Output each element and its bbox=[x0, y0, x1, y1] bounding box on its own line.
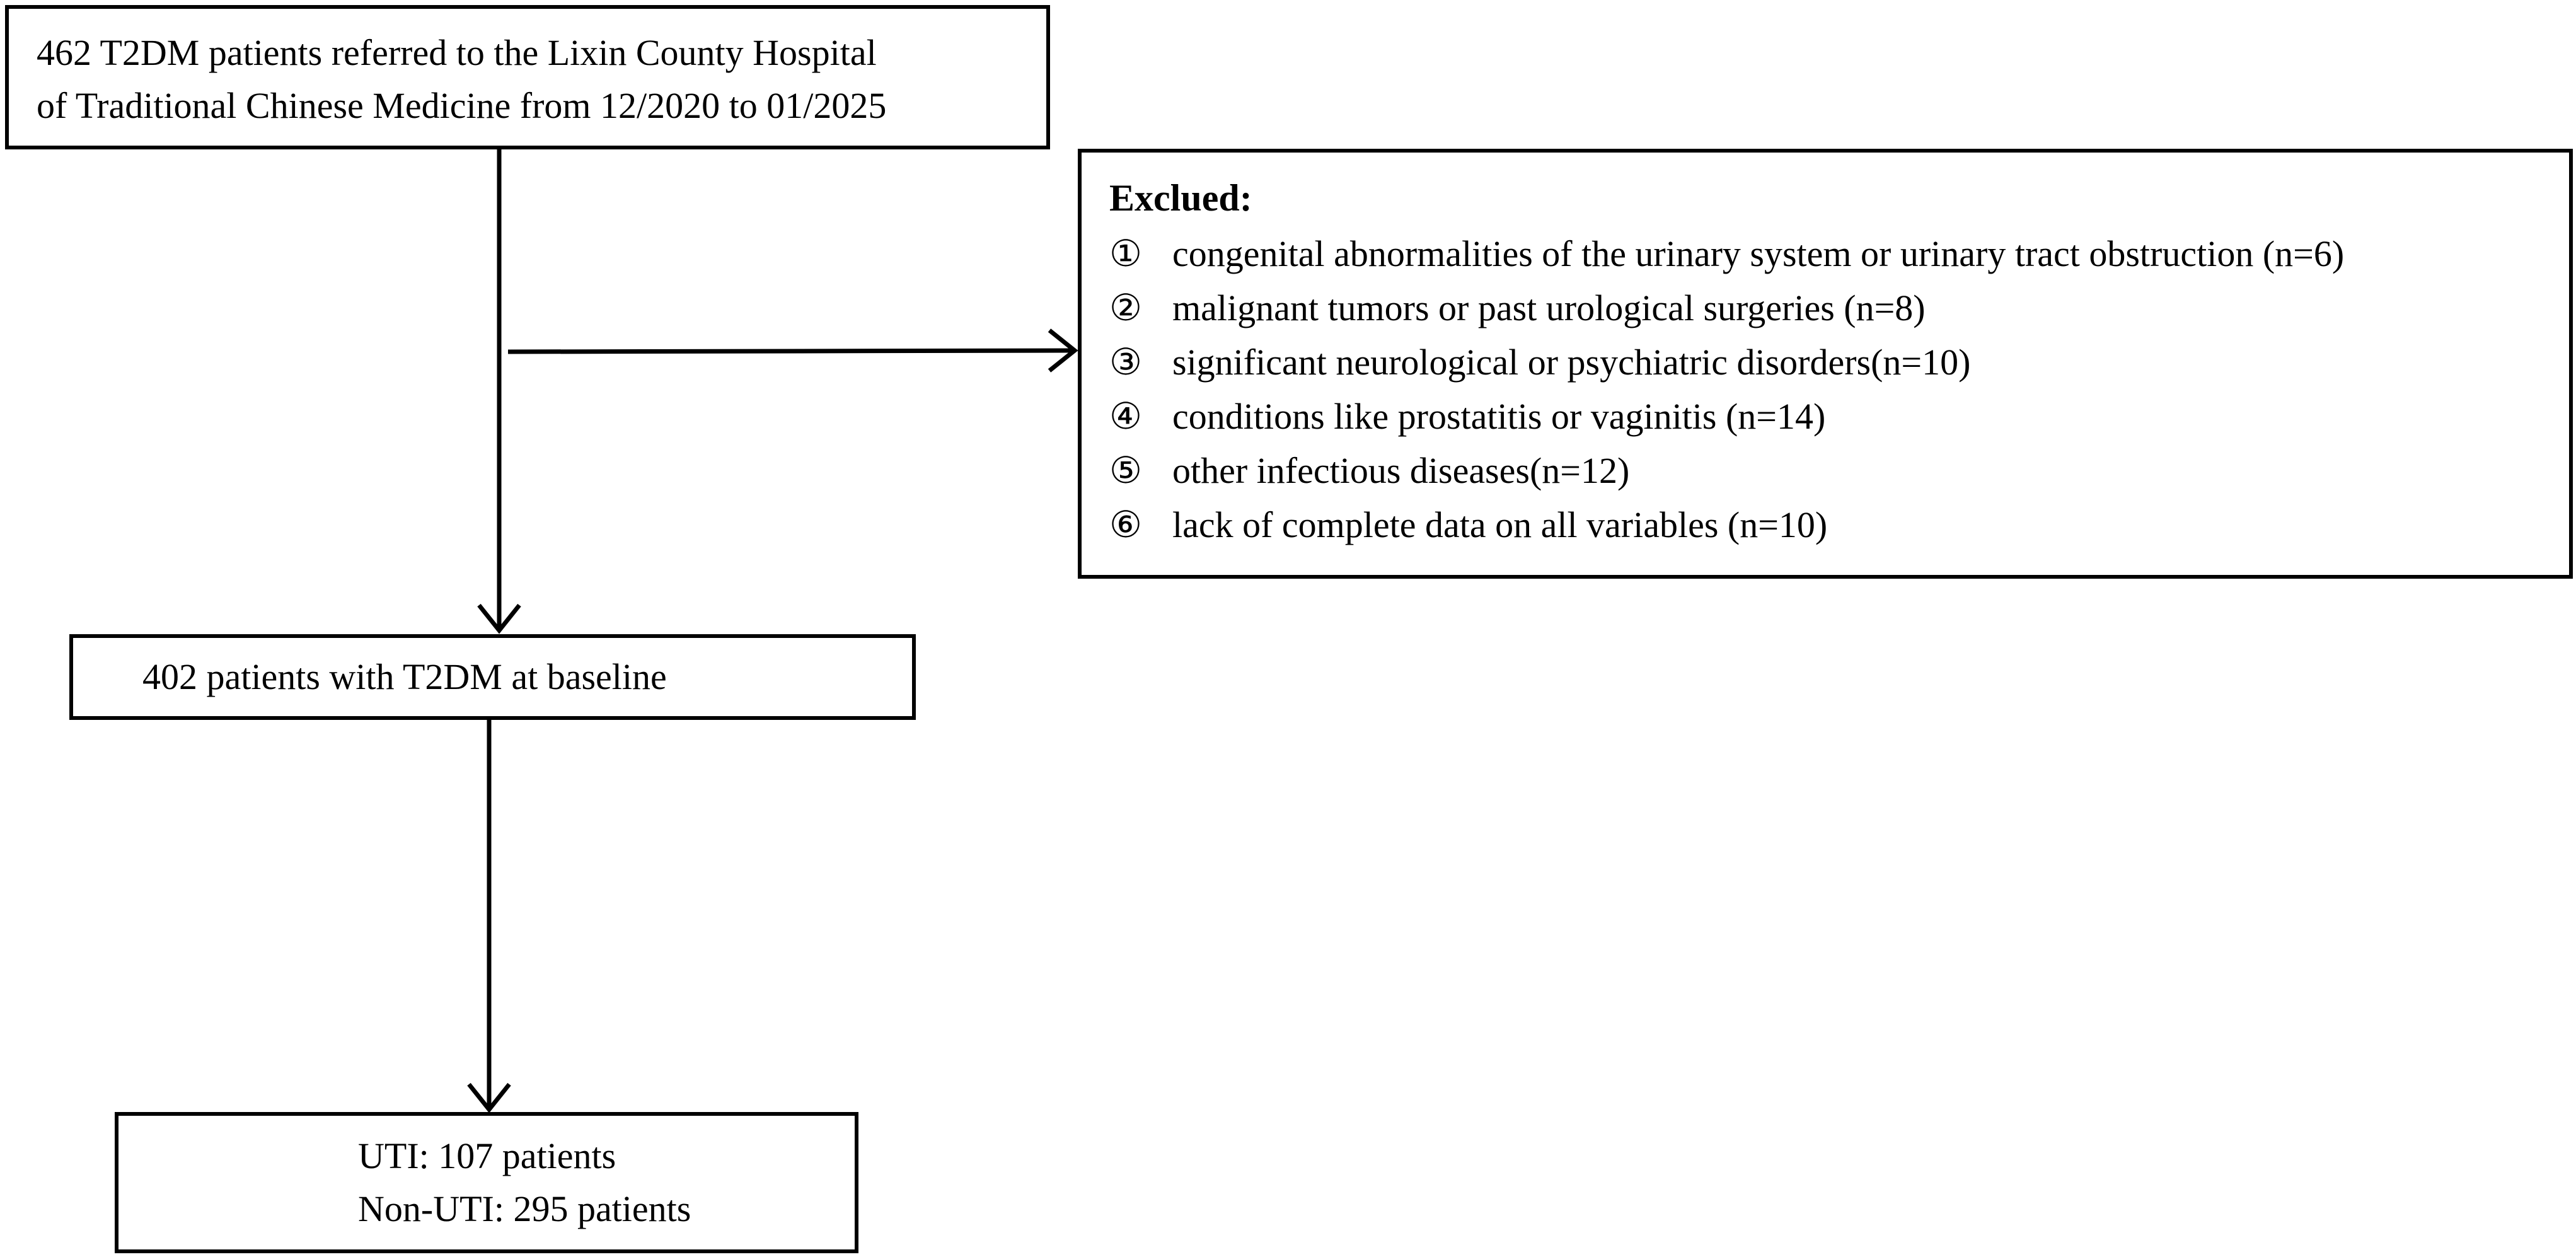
exclusion-item-text: other infectious diseases(n=12) bbox=[1172, 450, 1630, 491]
exclusion-item-number: ② bbox=[1109, 287, 1142, 328]
exclusion-item bbox=[1109, 281, 2569, 335]
exclusion-item-number: ⑥ bbox=[1109, 504, 1142, 545]
outcome-non-uti: Non-UTI: 295 patients bbox=[358, 1188, 691, 1229]
exclusion-item-text: significant neurological or psychiatric disorders(n=10) bbox=[1172, 342, 1971, 383]
exclusion-title: Exclued: bbox=[1109, 177, 1252, 219]
start-line-2: of Traditional Chinese Medicine from 12/2020 to 01/2025 bbox=[37, 85, 887, 126]
exclusion-item-text: congenital abnormalities of the urinary system or urinary tract obstruction (n=6) bbox=[1172, 233, 2345, 274]
exclusion-item bbox=[1109, 444, 2569, 498]
exclusion-item bbox=[1109, 390, 2569, 444]
exclusion-item-text: conditions like prostatitis or vaginitis (n=14) bbox=[1172, 396, 1826, 437]
start-line-1: 462 T2DM patients referred to the Lixin County Hospital bbox=[37, 32, 877, 73]
exclusion-item-number: ① bbox=[1109, 233, 1142, 274]
arrow-to-exclusion bbox=[508, 350, 1071, 352]
outcome-box bbox=[115, 1112, 858, 1253]
exclusion-item-number: ⑤ bbox=[1109, 450, 1142, 491]
baseline-box bbox=[69, 634, 916, 720]
exclusion-item-number: ④ bbox=[1109, 396, 1142, 437]
exclusion-box bbox=[1078, 149, 2573, 579]
exclusion-item-number: ③ bbox=[1109, 342, 1142, 383]
exclusion-item bbox=[1109, 498, 2569, 552]
start-box bbox=[5, 5, 1050, 149]
exclusion-item-text: lack of complete data on all variables (n=10) bbox=[1172, 504, 1828, 545]
baseline-text: 402 patients with T2DM at baseline bbox=[142, 656, 667, 697]
exclusion-item bbox=[1109, 335, 2569, 390]
exclusion-item bbox=[1109, 227, 2569, 281]
exclusion-item-text: malignant tumors or past urological surgeries (n=8) bbox=[1172, 287, 1926, 328]
outcome-uti: UTI: 107 patients bbox=[358, 1135, 616, 1176]
